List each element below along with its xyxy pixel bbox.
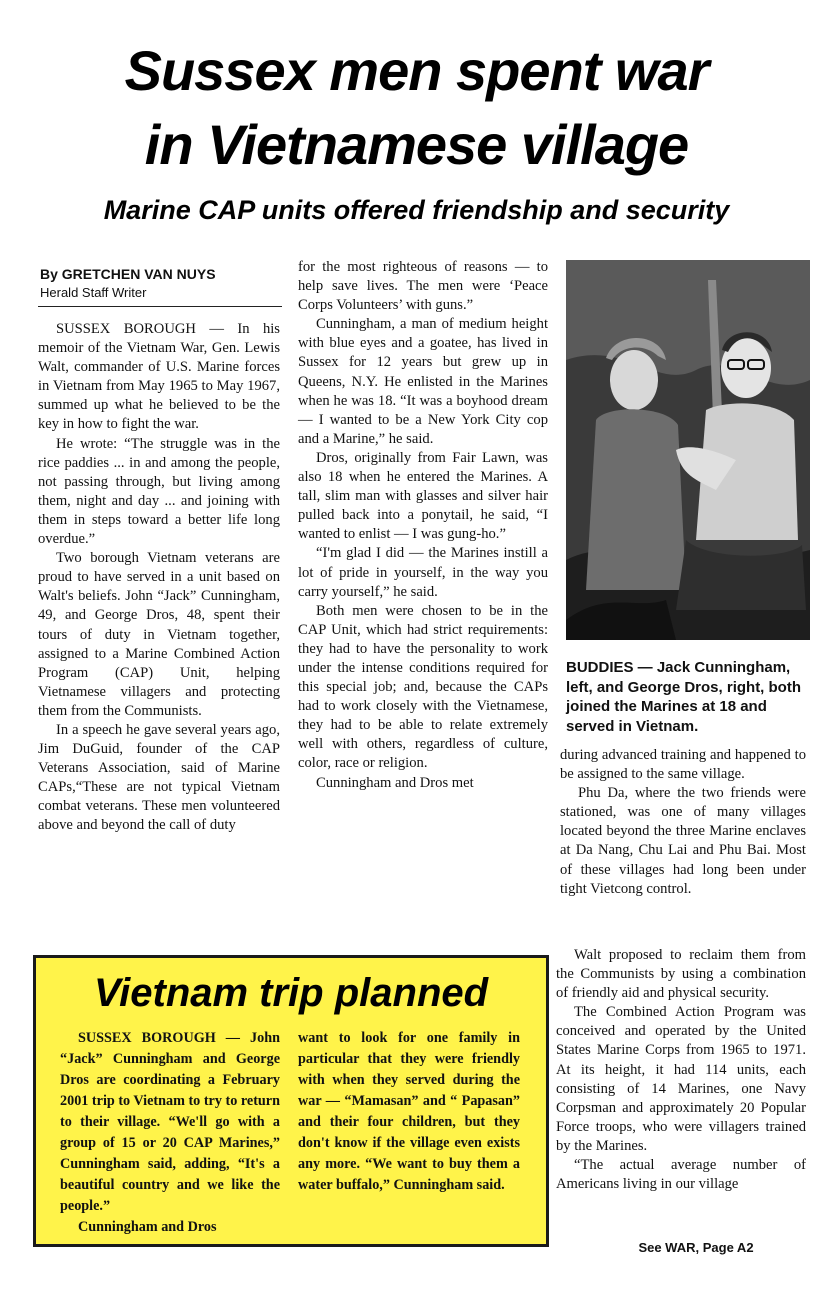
sidebar-paragraph: Cunningham and Dros [78,1219,217,1235]
article-paragraph: In a speech he gave several years ago, Jim DuGuid, founder of the CAP Veterans Association, said of Marine CAPs,“These are not typical Vietnam combat veterans. These men volunteered above and beyond the call of duty [38,721,280,834]
sidebar-paragraph: SUSSEX BOROUGH — John “Jack” Cunningham and George Dros are coordinating a February 2001 trip to Vietnam to try to return to their village. “We'll go with a group of 15 or 20 CAP Marines,” Cunningham said, adding, “It's a beautiful country and we like the people.” [60,1030,280,1214]
headline-line-2: in Vietnamese village [144,113,689,176]
article-column-3 [560,746,806,899]
article-paragraph: Dros, originally from Fair Lawn, was also 18 when he entered the Marines. A tall, slim man with glasses and silver hair pulled back into a ponytail, he said, “I wanted to enlist — I was gung-ho.” [298,449,548,543]
article-paragraph: SUSSEX BOROUGH — In his memoir of the Vietnam War, Gen. Lewis Walt, commander of U.S. Marine forces in Vietnam from May 1965 to May 1967, summed up what he believed to be the key in how to fight the war. [38,321,280,433]
photo-caption: BUDDIES — Jack Cunningham, left, and George Dros, right, both joined the Marines at 18 and served in Vietnam. [566,659,802,735]
sidebar-column-2 [298,1028,520,1196]
article-continuation: for the most righteous of reasons — to help save lives. The men were ‘Peace Corps Volunteers’ with guns.” [298,259,548,314]
article-column-2 [298,258,548,793]
article-column-3b [556,946,806,1194]
article-paragraph: “I'm glad I did — the Marines instill a lot of pride in yourself, in the way you carry yourself,” he said. [298,545,548,600]
headline-line-1: Sussex men spent war [124,39,709,102]
photo-buddies [566,260,810,640]
sidebar-paragraph: want to look for one family in particular that they were friendly with when they served during the war — “Mamasan” and “ Papasan” and their four children, but they don't know if the village even exists any more. “We want to buy them a water buffalo,” Cunningham said. [298,1030,520,1193]
article-paragraph: Phu Da, where the two friends were stationed, was one of many villages located beyond the three Marine enclaves at Da Nang, Chu Lai and Phu Bai. Most of these villages had long been under tight Vietcong control. [560,785,806,897]
byline-rule [38,306,282,307]
byline-name: By GRETCHEN VAN NUYS [40,266,216,282]
article-paragraph: “The actual average number of Americans living in our village [556,1157,806,1193]
article-paragraph: Two borough Vietnam veterans are proud to have served in a unit based on Walt's beliefs. John “Jack” Cunningham, 49, and George Dros, 48, spent their tours of duty in Vietnam together, assigned to a Marine Combined Action Program (CAP) Unit, helping Vietnamese villagers and protecting them from the Communists. [38,550,280,719]
photo-image [566,260,810,640]
article-paragraph: Cunningham and Dros met [316,774,474,791]
article-paragraph: The Combined Action Program was conceived and operated by the United States Marine Corps from 1965 to 1971. At its height, it had 114 units, each consisting of 14 Marines, one Navy Corpsman and approximately 20 Popular Force troops, who were villagers trained by the Marines. [556,1004,806,1154]
article-paragraph: Both men were chosen to be in the CAP Unit, which had strict requirements: they had to have the personality to work under the intense conditions required for this special job; and, because the CAPs had to work closely with the Vietnamese, they had to be able to relate extremely well with others, regardless of culture, color, race or religion. [298,602,548,772]
article-paragraph: Cunningham, a man of medium height with blue eyes and a goatee, has lived in Sussex for 12 years but grew up in Queens, N.Y. He enlisted in the Marines when he was 18. “It was a boyhood dream — I wanted to be a New York City cop and a Marine,” he said. [298,316,548,447]
article-continuation: during advanced training and happened to be assigned to the same village. [560,747,806,783]
article-column-1 [38,320,280,836]
byline-title: Herald Staff Writer [40,285,147,300]
jump-line[interactable]: See WAR, Page A2 [638,1240,754,1255]
sidebar-column-1 [60,1028,280,1238]
sidebar-title: Vietnam trip planned [93,971,489,1015]
sidebar-box [33,955,549,1247]
article-paragraph: He wrote: “The struggle was in the rice paddies ... in and among the people, not passing through, but living among them, night and day ... and joining with them in steps toward a better life long overdue.” [38,435,280,548]
subhead: Marine CAP units offered friendship and security [103,195,730,225]
article-paragraph: Walt proposed to reclaim them from the Communists by using a combination of friendly aid and physical security. [556,947,806,1002]
